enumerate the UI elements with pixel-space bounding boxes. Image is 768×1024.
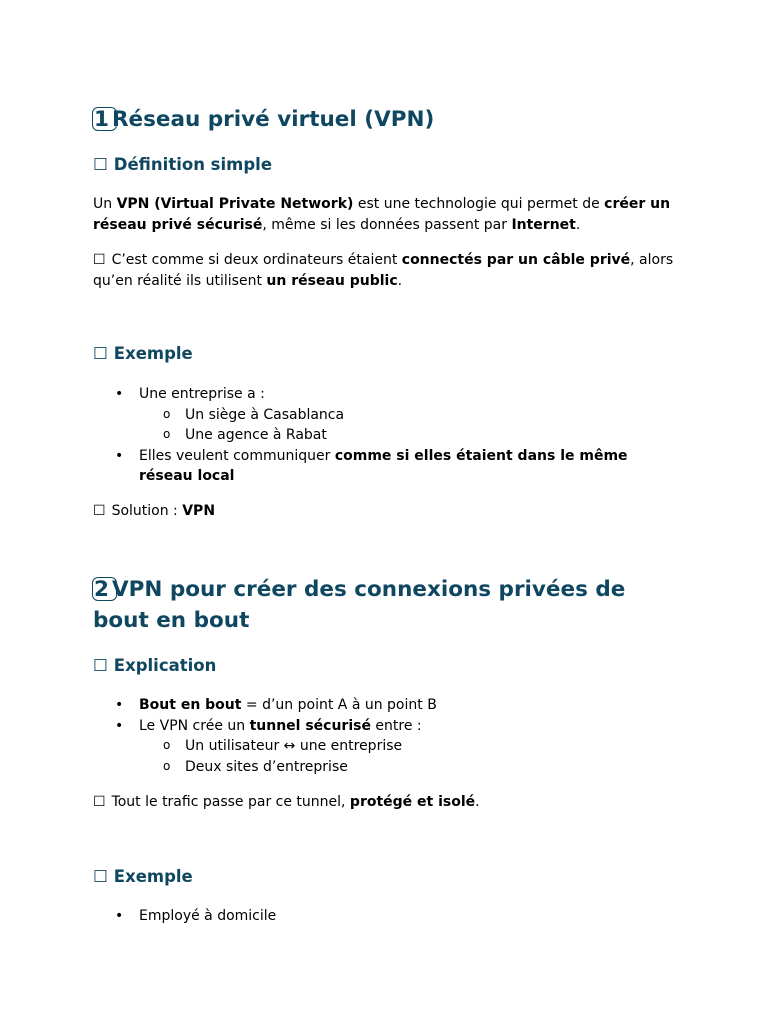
solution-paragraph: ☐ Solution : VPN: [93, 503, 216, 519]
list-item: • Une entreprise a :: [93, 384, 675, 405]
list-item: • Bout en bout = d’un point A à un point B: [93, 695, 675, 716]
checkbox-icon: ☐: [93, 503, 106, 519]
section-1-title: 1 Réseau privé virtuel (VPN): [93, 104, 675, 135]
list-item: o Un siège à Casablanca: [93, 405, 675, 426]
example-list-1: [93, 384, 675, 487]
list-item: • Elles veulent communiquer comme si elles étaient dans le même réseau local: [93, 446, 675, 487]
example-heading-2: ☐ Exemple: [93, 867, 193, 886]
definition-paragraph: Un VPN (Virtual Private Network) est une technologie qui permet de créer un réseau privé sécurisé, même si les données passent par Internet.: [93, 196, 671, 233]
list-item: o Deux sites d’entreprise: [93, 757, 675, 778]
list-item: • Le VPN crée un tunnel sécurisé entre :: [93, 716, 675, 737]
checkbox-icon: ☐: [93, 344, 108, 363]
checkbox-icon: ☐: [93, 252, 106, 268]
example-list-2: [93, 906, 675, 927]
tunnel-paragraph: ☐ Tout le trafic passe par ce tunnel, protégé et isolé.: [93, 794, 480, 810]
checkbox-icon: ☐: [93, 794, 106, 810]
example-heading-1: ☐ Exemple: [93, 344, 193, 363]
explanation-heading: ☐ Explication: [93, 656, 217, 675]
checkbox-icon: ☐: [93, 867, 108, 886]
checkbox-icon: ☐: [93, 656, 108, 675]
checkbox-icon: ☐: [93, 155, 108, 174]
list-item: o Un utilisateur ↔ une entreprise: [93, 736, 675, 757]
list-item: • Employé à domicile: [93, 906, 675, 927]
list-item: o Une agence à Rabat: [93, 425, 675, 446]
section-2-title: 2 VPN pour créer des connexions privées de bout en bout: [93, 574, 675, 636]
section-number-box: 1: [93, 104, 110, 135]
definition-heading: ☐ Définition simple: [93, 155, 273, 174]
section-number-box: 2: [93, 574, 110, 605]
explanation-list: [93, 695, 675, 777]
analogy-paragraph: ☐ C’est comme si deux ordinateurs étaient connectés par un câble privé, alors qu’en réalité ils utilisent un réseau public.: [93, 252, 674, 289]
